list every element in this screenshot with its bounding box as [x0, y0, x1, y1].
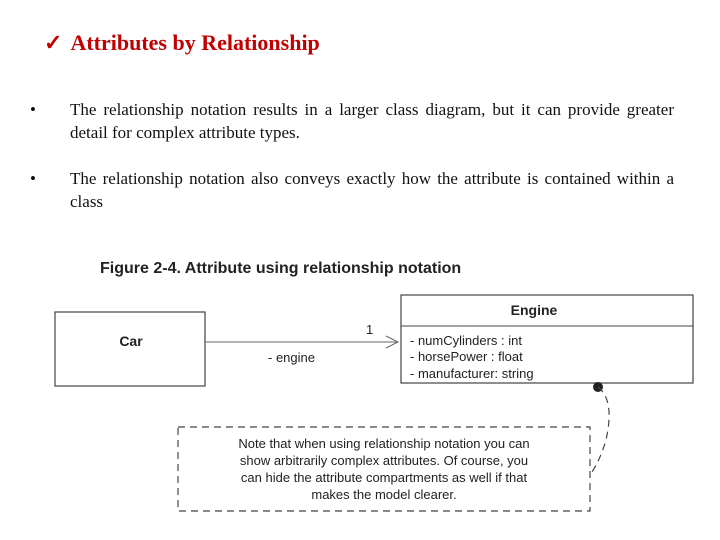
figure-caption: Figure 2-4. Attribute using relationship notation [100, 260, 462, 277]
note-box [178, 427, 590, 511]
engine-class-name: Engine [510, 302, 558, 318]
note-line: Note that when using relationship notation you can [238, 436, 530, 451]
car-class-box [55, 312, 205, 386]
bullet-icon: • [30, 100, 36, 119]
heading-title: Attributes by Relationship [70, 30, 320, 55]
slide-heading [44, 30, 320, 56]
engine-attribute: - numCylinders : int [410, 333, 522, 348]
association-role: - engine [268, 350, 315, 365]
note-line: show arbitrarily complex attributes. Of course, you [239, 453, 529, 468]
association-multiplicity: 1 [366, 322, 374, 337]
association-line [205, 322, 398, 365]
note-line: can hide the attribute compartments as well if that [240, 470, 528, 485]
note-line: makes the model clearer. [311, 487, 457, 502]
engine-attribute: - horsePower : float [410, 349, 523, 364]
bullet-icon: • [30, 169, 36, 188]
bullet-list [30, 98, 674, 236]
bullet-text: The relationship notation results in a larger class diagram, but it can provide greater detail for complex attribute types. [70, 100, 674, 142]
checkmark-icon: ✓ [44, 30, 63, 55]
car-class-name: Car [119, 333, 143, 349]
uml-figure [0, 250, 720, 540]
bullet-text: The relationship notation also conveys exactly how the attribute is contained within a class [70, 169, 674, 211]
note-connector [592, 387, 609, 472]
bullet-item [30, 167, 674, 213]
engine-attribute: - manufacturer: string [410, 366, 534, 381]
bullet-item [30, 98, 674, 144]
engine-class [401, 295, 693, 383]
car-class [55, 312, 205, 386]
